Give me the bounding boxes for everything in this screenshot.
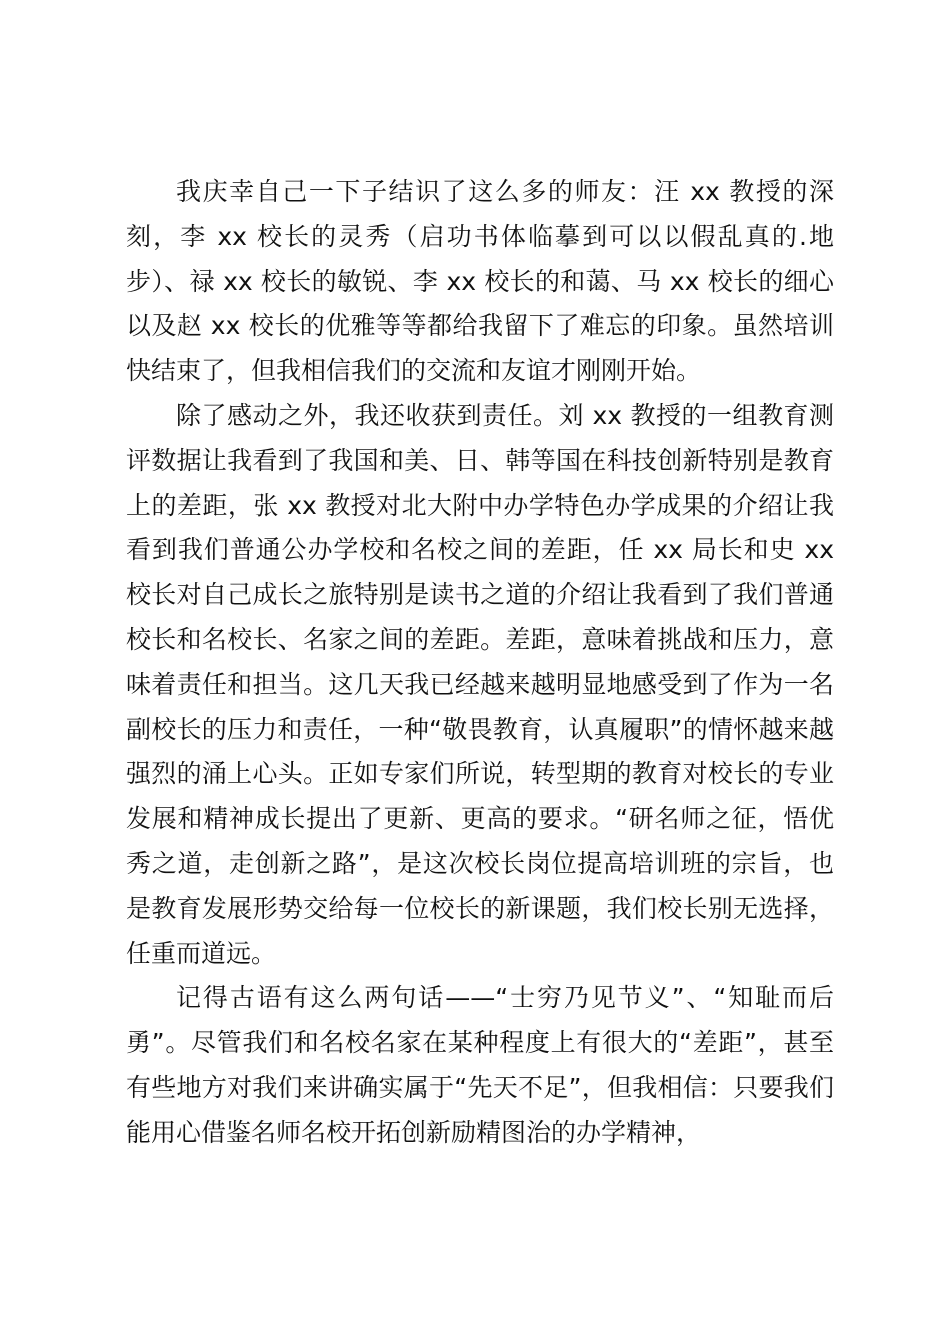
paragraph-1: 我庆幸自己一下子结识了这么多的师友：汪 xx 教授的深刻，李 xx 校长的灵秀（启功书体临摹到可以以假乱真的.地步）、禄 xx 校长的敏锐、李 xx 校长的和蔼、马 xx 校长的细心以及赵 xx 校长的优雅等等都给我留下了难忘的印象。虽然培训快结束了，但我相信我们的交流和友谊才刚刚开始。 [126, 177, 834, 386]
paragraph-3: 记得古语有这么两句话——“士穷乃见节义”、“知耻而后勇”。尽管我们和名校名家在某种程度上有很大的“差距”，甚至有些地方对我们来讲确实属于“先天不足”，但我相信：只要我们能用心借鉴名师名校开拓创新励精图治的办学精神， [126, 983, 834, 1147]
document-body [126, 170, 834, 1156]
paragraph-2: 除了感动之外，我还收获到责任。刘 xx 教授的一组教育测评数据让我看到了我国和美、日、韩等国在科技创新特别是教育上的差距，张 xx 教授对北大附中办学特色办学成果的介绍让我看到我们普通公办学校和名校之间的差距，任 xx 局长和史 xx 校长对自己成长之旅特别是读书之道的介绍让我看到了我们普通校长和名校长、名家之间的差距。差距，意味着挑战和压力，意味着责任和担当。这几天我已经越来越明显地感受到了作为一名副校长的压力和责任，一种“敬畏教育，认真履职”的情怀越来越强烈的涌上心头。正如专家们所说，转型期的教育对校长的专业发展和精神成长提出了更新、更高的要求。“研名师之征，悟优秀之道，走创新之路”，是这次校长岗位提高培训班的宗旨，也是教育发展形势交给每一位校长的新课题，我们校长别无选择，任重而道远。 [126, 400, 834, 968]
